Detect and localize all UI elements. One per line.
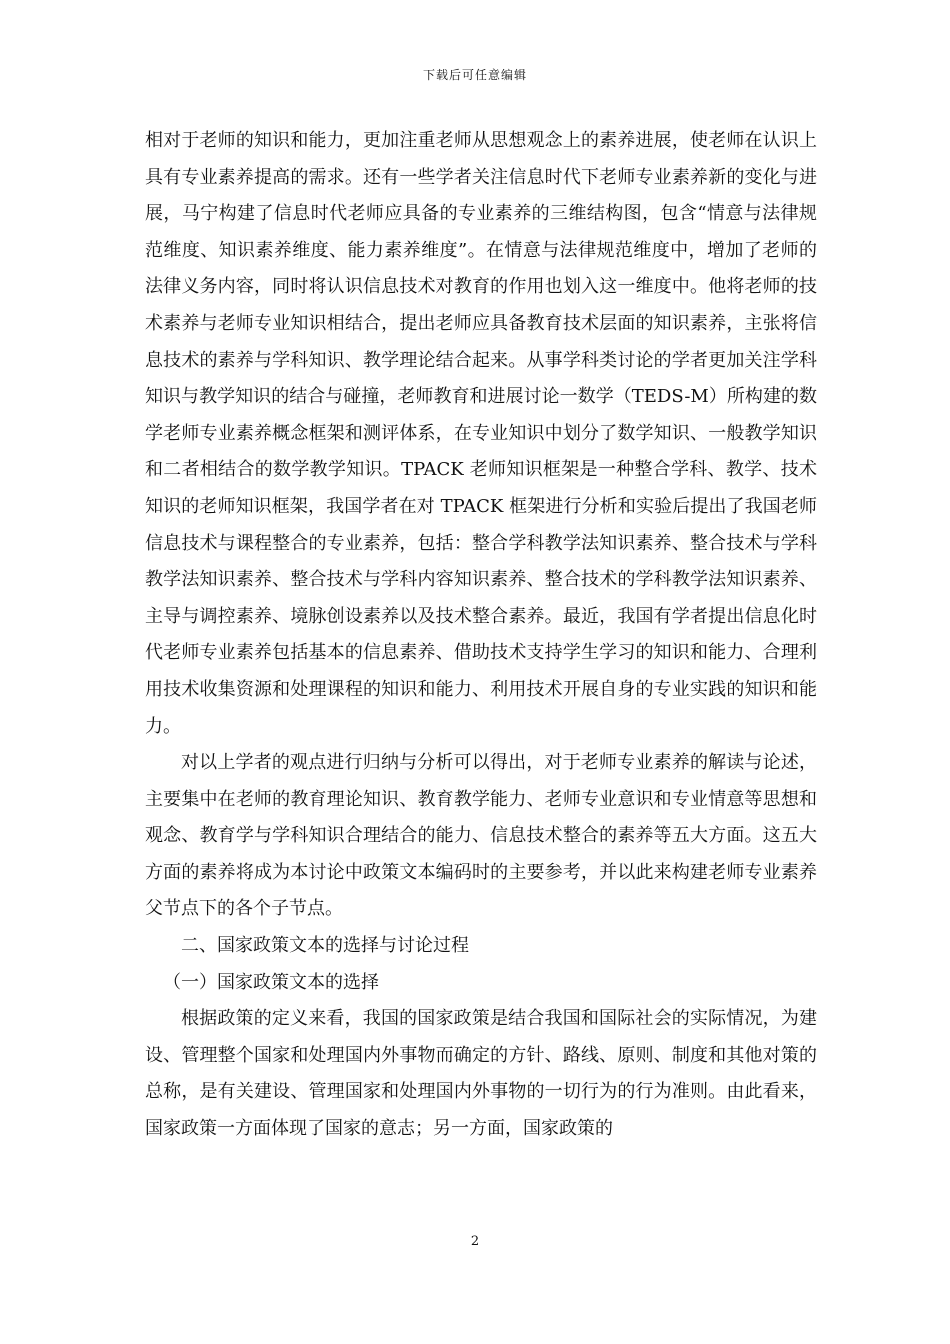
page-header: 下载后可任意编辑 [422,68,527,82]
section-heading: 二、国家政策文本的选择与讨论过程 [181,935,469,957]
page-number: 2 [470,1234,480,1249]
paragraph-summary: 对以上学者的观点进行归纳与分析可以得出，对于老师专业素养的解读与论述，主要集中在老师的教育理论知识、教育教学能力、老师专业意识和专业情意等思想和观念、教育学与学科知识合理结合的能力、信息技术整合的素养等五大方面。这五大方面的素养将成为本讨论中政策文本编码时的主要参考，并以此来构建老师专业素养父节点下的各个子节点。 [145,752,817,920]
paragraph-continuation: 相对于老师的知识和能力，更加注重老师从思想观念上的素养进展，使老师在认识上具有专业素养提高的需求。还有一些学者关注信息时代下老师专业素养新的变化与进展，马宁构建了信息时代老师应具备的专业素养的三维结构图，包含“情意与法律规范维度、知识素养维度、能力素养维度”。在情意与法律规范维度中，增加了老师的法律义务内容，同时将认识信息技术对教育的作用也划入这一维度中。他将老师的技术素养与老师专业知识相结合，提出老师应具备教育技术层面的知识素养，主张将信息技术的素养与学科知识、教学理论结合起来。从事学科类讨论的学者更加关注学科知识与教学知识的结合与碰撞，老师教育和进展讨论一数学（TEDS-M）所构建的数学老师专业素养概念框架和测评体系，在专业知识中划分了数学知识、一般教学知识和二者相结合的数学教学知识。TPACK 老师知识框架是一种整合学科、教学、技术知识的老师知识框架，我国学者在对 TPACK 框架进行分析和实验后提出了我国老师信息技术与课程整合的专业素养，包括：整合学科教学法知识素养、整合技术与学科教学法知识素养、整合技术与学科内容知识素养、整合技术的学科教学法知识素养、主导与调控素养、境脉创设素养以及技术整合素养。最近，我国有学者提出信息化时代老师专业素养包括基本的信息素养、借助技术支持学生学习的知识和能力、合理利用技术收集资源和处理课程的知识和能力、利用技术开展自身的专业实践的知识和能力。 [145,130,817,737]
document-body [145,123,817,1148]
subsection-heading: （一）国家政策文本的选择 [163,971,379,993]
paragraph-policy-definition: 根据政策的定义来看，我国的国家政策是结合我国和国际社会的实际情况，为建设、管理整个国家和处理国内外事物而确定的方针、路线、原则、制度和其他对策的总称，是有关建设、管理国家和处理国内外事物的一切行为的行为准则。由此看来，国家政策一方面体现了国家的意志；另一方面，国家政策的 [145,1008,817,1140]
